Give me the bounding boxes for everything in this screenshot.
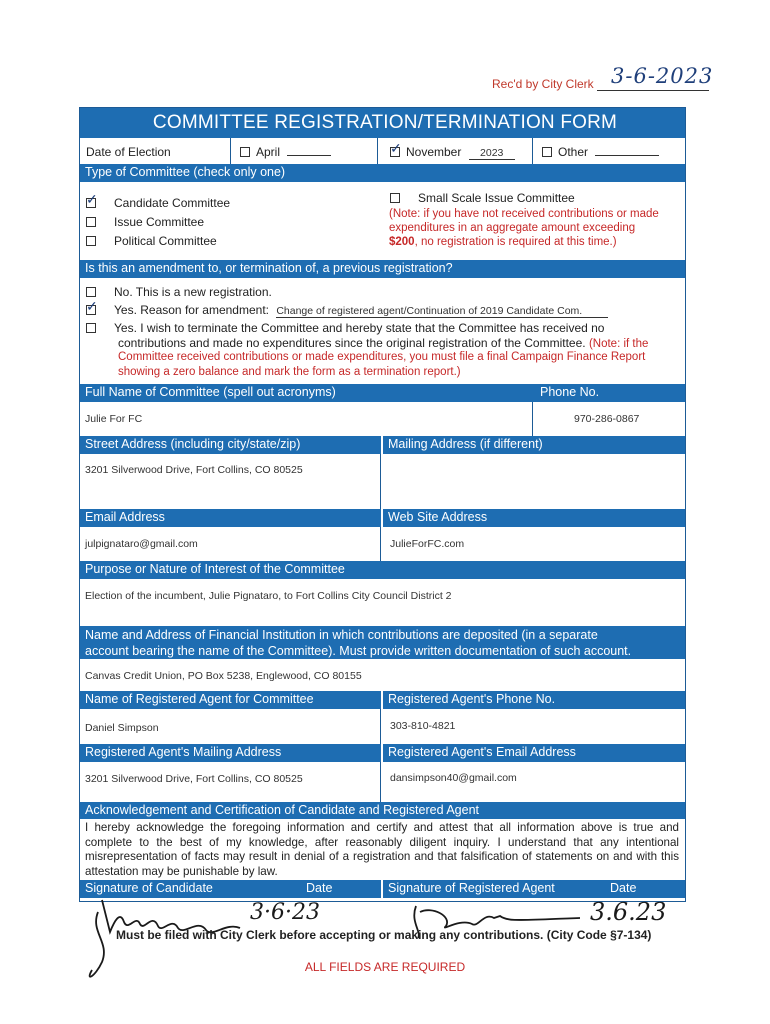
financial-value[interactable]: Canvas Credit Union, PO Box 5238, Englewood, CO 80155: [85, 670, 362, 682]
other-checkbox[interactable]: [542, 147, 552, 157]
terminate-option[interactable]: [86, 321, 604, 335]
financial-label-2: account bearing the name of the Committee). Must provide written documentation of such account.: [85, 644, 632, 658]
ack-header: Acknowledgement and Certification of Candidate and Registered Agent: [80, 802, 685, 819]
issue-checkbox[interactable]: [86, 217, 96, 227]
email-value[interactable]: julpignataro@gmail.com: [85, 538, 198, 550]
filing-notice: Must be filed with City Clerk before accepting or making any contributions. (City Code §7-134): [116, 928, 652, 942]
small-scale-option[interactable]: [390, 191, 575, 205]
note-amount: $200: [389, 236, 415, 248]
agent-mailing-value[interactable]: 3201 Silverwood Drive, Fort Collins, CO 80525: [85, 773, 303, 785]
agent-email-header: Registered Agent's Email Address: [383, 744, 685, 762]
candidate-option[interactable]: [86, 196, 230, 210]
terminate-line-2: contributions and made no expenditures since the original registration of the Committee.: [118, 336, 586, 350]
new-registration-label: No. This is a new registration.: [114, 285, 272, 299]
website-header: Web Site Address: [383, 509, 685, 527]
small-scale-label: Small Scale Issue Committee: [418, 191, 575, 205]
financial-label-1: Name and Address of Financial Institution in which contributions are deposited (in a separate: [85, 628, 598, 642]
received-date: 3-6-2023: [611, 64, 714, 88]
agent-email-value[interactable]: dansimpson40@gmail.com: [390, 772, 517, 784]
april-option[interactable]: [240, 145, 331, 159]
agent-date-label: Date: [610, 881, 637, 895]
candidate-label: Candidate Committee: [114, 196, 231, 210]
street-value[interactable]: 3201 Silverwood Drive, Fort Collins, CO 80525: [85, 464, 303, 476]
political-label: Political Committee: [114, 234, 217, 248]
street-header: Street Address (including city/state/zip): [80, 436, 381, 454]
small-scale-note-2: expenditures in an aggregate amount exceeding: [389, 222, 636, 234]
purpose-header: Purpose or Nature of Interest of the Committee: [80, 561, 685, 579]
terminate-note-3: showing a zero balance and mark the form as a termination report.): [118, 366, 461, 378]
form-title: COMMITTEE REGISTRATION/TERMINATION FORM: [80, 108, 685, 138]
political-checkbox[interactable]: [86, 236, 96, 246]
agent-mailing-header: Registered Agent's Mailing Address: [80, 744, 381, 762]
small-scale-note-1: (Note: if you have not received contributions or made: [389, 208, 659, 220]
agent-name-header: Name of Registered Agent for Committee: [80, 691, 381, 709]
committee-type-header: Type of Committee (check only one): [80, 164, 685, 182]
received-label: Rec'd by City Clerk: [492, 77, 594, 91]
candidate-checkbox[interactable]: [86, 198, 96, 208]
april-checkbox[interactable]: [240, 147, 250, 157]
small-scale-checkbox[interactable]: [390, 193, 400, 203]
agent-phone-header: Registered Agent's Phone No.: [383, 691, 685, 709]
april-label: April: [256, 145, 281, 159]
note-tail: , no registration is required at this time.): [414, 236, 617, 248]
political-option[interactable]: [86, 234, 217, 248]
election-date-label: Date of Election: [86, 145, 171, 159]
november-year[interactable]: 2023: [469, 147, 515, 160]
other-option[interactable]: [542, 145, 659, 159]
amendment-checkbox[interactable]: [86, 305, 96, 315]
amendment-option[interactable]: [86, 303, 608, 318]
ack-text: I hereby acknowledge the foregoing information and certify and attest that all information above is true and complete to the best of my knowledge, after reasonably diligent inquiry. I understand that any intentional misrepresentation of facts may result in denial of a registration and that falsification of statements on and with this attestation may be punishable by law.: [85, 821, 679, 878]
phone-header: Phone No.: [535, 384, 685, 402]
registration-form: [79, 107, 686, 902]
amendment-header: Is this an amendment to, or termination of, a previous registration?: [80, 260, 685, 278]
agent-name-value[interactable]: Daniel Simpson: [85, 722, 159, 734]
purpose-value[interactable]: Election of the incumbent, Julie Pignataro, to Fort Collins City Council District 2: [85, 590, 452, 602]
committee-name-header: Full Name of Committee (spell out acronyms): [80, 384, 535, 402]
new-registration-option[interactable]: [86, 285, 272, 299]
email-header: Email Address: [80, 509, 381, 527]
received-stamp: [492, 64, 714, 91]
terminate-note-2: Committee received contributions or made expenditures, you must file a final Campaign Finance Report: [118, 351, 646, 363]
candidate-date-value[interactable]: 3·6·23: [250, 900, 320, 925]
candidate-date-label: Date: [306, 881, 333, 895]
agent-phone-value[interactable]: 303-810-4821: [390, 720, 456, 732]
website-value[interactable]: JulieForFC.com: [390, 538, 465, 550]
terminate-line-2-row: [118, 336, 648, 350]
november-label: November: [406, 145, 462, 159]
candidate-signature-label: Signature of Candidate: [85, 881, 213, 895]
financial-header: [80, 626, 685, 659]
mailing-header: Mailing Address (if different): [383, 436, 685, 454]
terminate-note-1: (Note: if the: [588, 338, 649, 350]
phone-value[interactable]: 970-286-0867: [574, 413, 640, 425]
small-scale-note-3: [389, 236, 617, 248]
november-checkbox[interactable]: [390, 147, 400, 157]
agent-date-value[interactable]: 3.6.23: [590, 898, 667, 926]
november-option[interactable]: [390, 145, 515, 160]
new-registration-checkbox[interactable]: [86, 287, 96, 297]
committee-name-value[interactable]: Julie For FC: [85, 413, 143, 425]
amendment-reason[interactable]: Change of registered agent/Continuation of 2019 Candidate Com.: [276, 305, 608, 318]
agent-signature-label: Signature of Registered Agent: [388, 881, 555, 895]
terminate-line-1: Yes. I wish to terminate the Committee and hereby state that the Committee has received no: [114, 321, 605, 335]
terminate-checkbox[interactable]: [86, 323, 96, 333]
required-notice: ALL FIELDS ARE REQUIRED: [304, 960, 466, 974]
amendment-label: Yes. Reason for amendment:: [114, 303, 269, 317]
issue-label: Issue Committee: [114, 215, 205, 229]
issue-option[interactable]: [86, 215, 204, 229]
other-label: Other: [558, 145, 589, 159]
